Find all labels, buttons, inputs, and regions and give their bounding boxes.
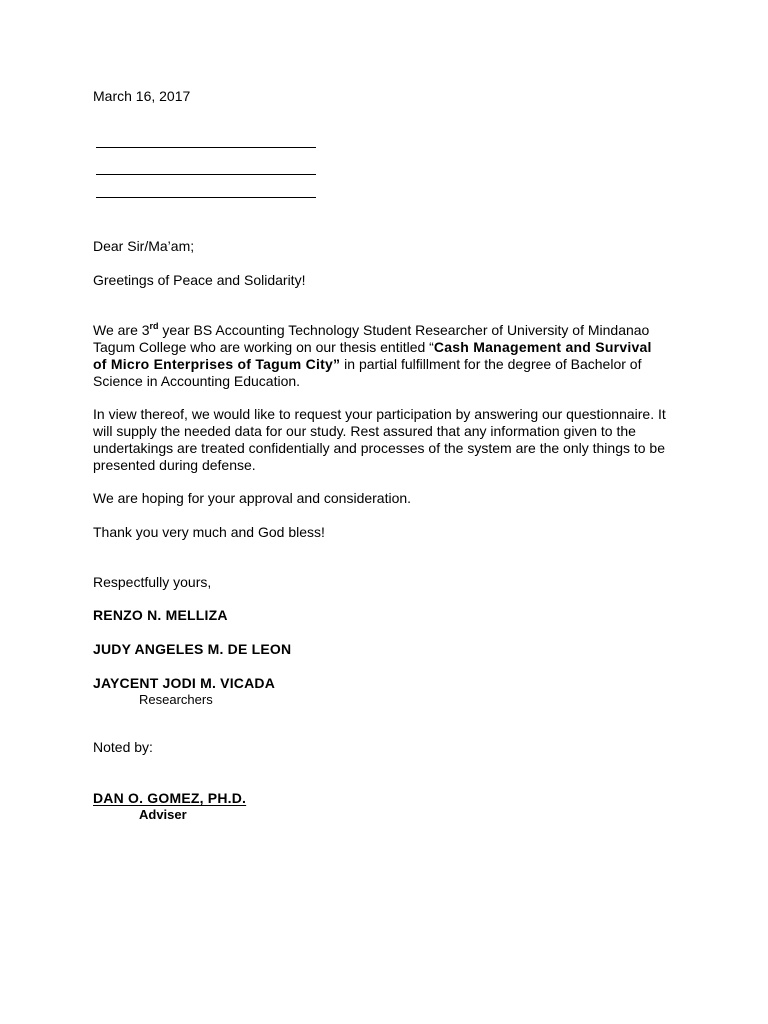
- intro-text-part3: in partial fulfillment for the degree of Bachelor of Science in Accounting Education.: [93, 356, 642, 389]
- paragraph-intro: [93, 322, 668, 390]
- adviser-role: Adviser: [139, 807, 187, 822]
- ordinal-suffix: rd: [149, 321, 159, 331]
- thesis-title: Cash Management and Survival of Micro Enterprises of Tagum City”: [93, 339, 652, 372]
- researcher-name: RENZO N. MELLIZA: [93, 607, 228, 623]
- noted-by-label: Noted by:: [93, 739, 153, 755]
- letter-date: March 16, 2017: [93, 88, 191, 104]
- greeting: Greetings of Peace and Solidarity!: [93, 272, 306, 288]
- researchers-role: Researchers: [139, 692, 213, 707]
- closing: Respectfully yours,: [93, 574, 212, 590]
- researcher-name: JAYCENT JODI M. VICADA: [93, 675, 276, 691]
- paragraph-approval: We are hoping for your approval and consideration.: [93, 490, 412, 506]
- paragraph-thanks: Thank you very much and God bless!: [93, 524, 325, 540]
- adviser-name: DAN O. GOMEZ, PH.D.: [93, 790, 247, 806]
- recipient-blank-line-3: [96, 197, 316, 198]
- researcher-name: JUDY ANGELES M. DE LEON: [93, 641, 292, 657]
- intro-text-part2: year BS Accounting Technology Student Researcher of University of Mindanao Tagum College who are working on our thesis entitled “: [93, 322, 650, 355]
- paragraph-request: In view thereof, we would like to request your participation by answering our questionnaire. It will supply the needed data for our study. Rest assured that any information given to the undertakings are treated confidentially and processes of the system are the only things to be presented during defense.: [93, 406, 666, 473]
- salutation: Dear Sir/Ma’am;: [93, 238, 195, 254]
- recipient-blank-line-1: [96, 147, 316, 148]
- intro-text-part1: We are 3: [93, 322, 150, 338]
- recipient-blank-line-2: [96, 174, 316, 175]
